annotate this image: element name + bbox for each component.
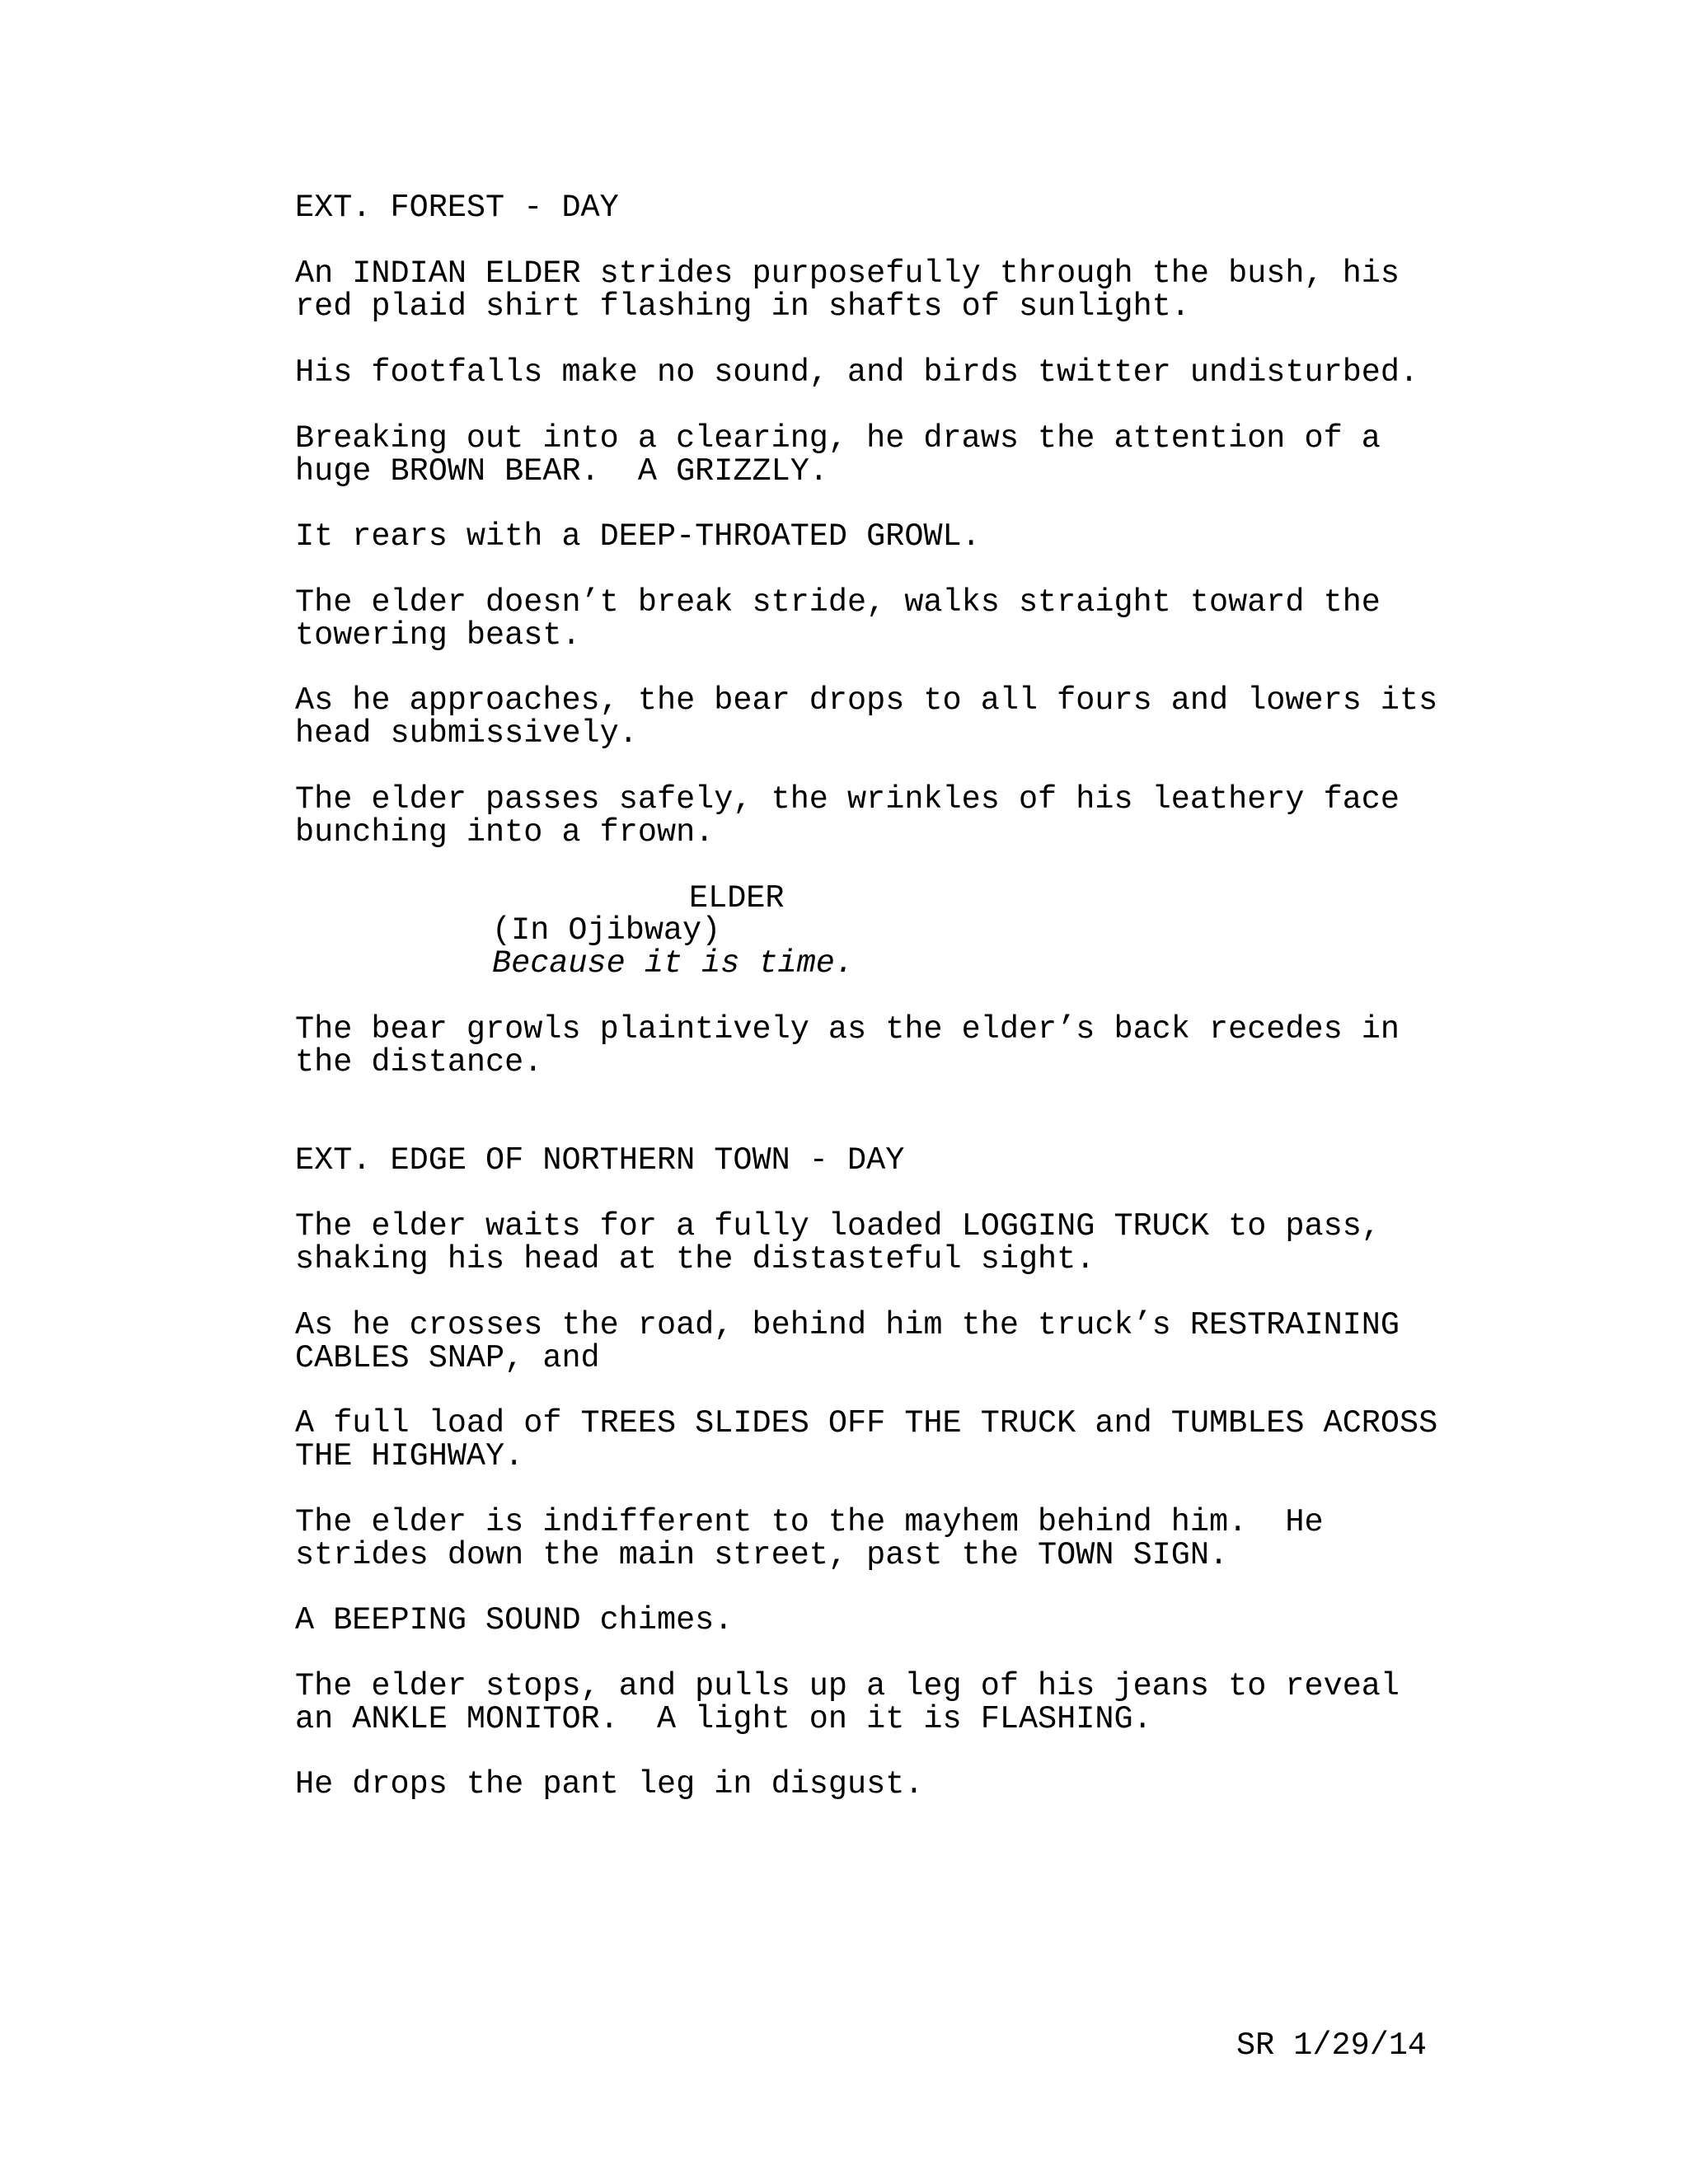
- action-line: THE HIGHWAY.: [295, 1438, 524, 1474]
- scene-heading: EXT. EDGE OF NORTHERN TOWN - DAY: [295, 1142, 905, 1179]
- action-line: the distance.: [295, 1044, 543, 1080]
- action-line: shaking his head at the distasteful sight.: [295, 1241, 1095, 1277]
- action-line: huge BROWN BEAR. A GRIZZLY.: [295, 453, 828, 490]
- dialogue-line: Because it is time.: [492, 945, 854, 982]
- action-line: The elder waits for a fully loaded LOGGING TRUCK to pass,: [295, 1208, 1381, 1244]
- action-line: towering beast.: [295, 617, 581, 654]
- action-line: The elder doesn’t break stride, walks straight toward the: [295, 584, 1381, 621]
- action-line: head submissively.: [295, 715, 638, 752]
- action-line: Breaking out into a clearing, he draws the attention of a: [295, 420, 1381, 457]
- action-line: It rears with a DEEP-THROATED GROWL.: [295, 518, 981, 555]
- action-line: strides down the main street, past the TOWN SIGN.: [295, 1537, 1229, 1573]
- parenthetical: (In Ojibway): [492, 912, 721, 949]
- scene-heading: EXT. FOREST - DAY: [295, 190, 619, 226]
- action-line: As he crosses the road, behind him the truck’s RESTRAINING: [295, 1307, 1400, 1343]
- character-name: ELDER: [689, 880, 785, 916]
- action-line: As he approaches, the bear drops to all fours and lowers its: [295, 682, 1438, 719]
- action-line: an ANKLE MONITOR. A light on it is FLASHING.: [295, 1701, 1152, 1737]
- action-line: His footfalls make no sound, and birds twitter undisturbed.: [295, 354, 1419, 391]
- revision-footer: SR 1/29/14: [1236, 2027, 1428, 2064]
- action-line: CABLES SNAP, and: [295, 1340, 600, 1376]
- action-line: He drops the pant leg in disgust.: [295, 1766, 924, 1802]
- action-line: A BEEPING SOUND chimes.: [295, 1602, 734, 1638]
- action-line: The elder is indifferent to the mayhem behind him. He: [295, 1504, 1324, 1540]
- action-line: A full load of TREES SLIDES OFF THE TRUCK and TUMBLES ACROSS: [295, 1405, 1438, 1441]
- action-line: The elder stops, and pulls up a leg of his jeans to reveal: [295, 1668, 1400, 1704]
- action-line: The elder passes safely, the wrinkles of his leathery face: [295, 781, 1400, 818]
- action-line: red plaid shirt flashing in shafts of sunlight.: [295, 288, 1190, 325]
- action-line: The bear growls plaintively as the elder’s back recedes in: [295, 1011, 1400, 1047]
- action-line: bunching into a frown.: [295, 814, 715, 851]
- action-line: An INDIAN ELDER strides purposefully through the bush, his: [295, 255, 1400, 292]
